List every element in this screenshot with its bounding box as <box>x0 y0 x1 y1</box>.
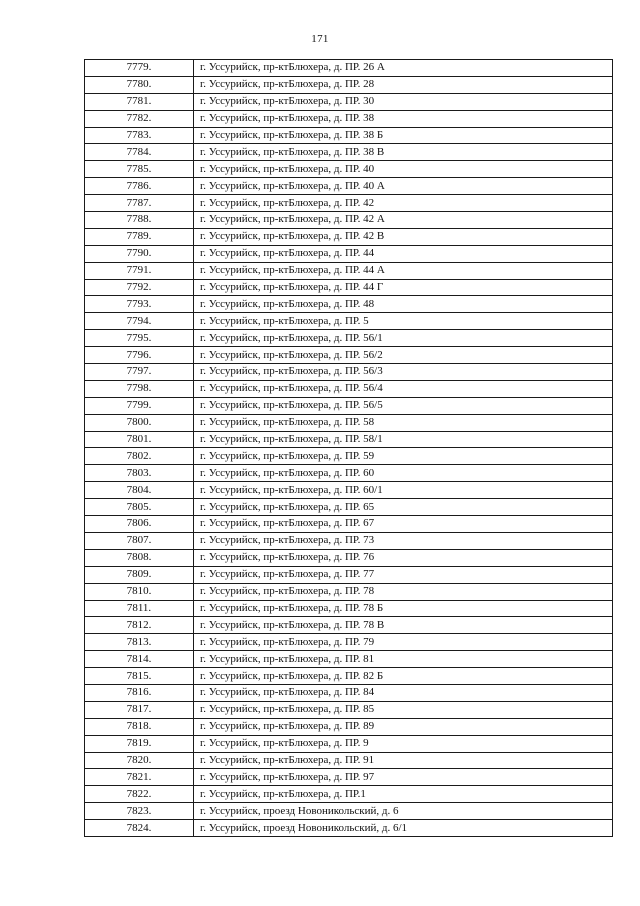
row-address: г. Уссурийск, пр-ктБлюхера, д. ПР. 28 <box>194 76 613 93</box>
row-number: 7794. <box>85 313 194 330</box>
table-row <box>85 178 613 195</box>
row-address: г. Уссурийск, пр-ктБлюхера, д. ПР. 56/5 <box>194 397 613 414</box>
table-row <box>85 364 613 381</box>
row-address: г. Уссурийск, пр-ктБлюхера, д. ПР. 38 Б <box>194 127 613 144</box>
table-row <box>85 195 613 212</box>
row-number: 7793. <box>85 296 194 313</box>
row-address: г. Уссурийск, пр-ктБлюхера, д. ПР. 42 А <box>194 212 613 229</box>
row-address: г. Уссурийск, пр-ктБлюхера, д. ПР. 44 <box>194 245 613 262</box>
row-number: 7800. <box>85 414 194 431</box>
row-number: 7806. <box>85 516 194 533</box>
table-row <box>85 499 613 516</box>
table-row <box>85 330 613 347</box>
row-number: 7782. <box>85 110 194 127</box>
table-row <box>85 76 613 93</box>
row-number: 7801. <box>85 431 194 448</box>
table-row <box>85 228 613 245</box>
row-number: 7804. <box>85 482 194 499</box>
table-row <box>85 583 613 600</box>
row-address: г. Уссурийск, пр-ктБлюхера, д. ПР. 59 <box>194 448 613 465</box>
table-row <box>85 212 613 229</box>
row-number: 7815. <box>85 668 194 685</box>
row-address: г. Уссурийск, пр-ктБлюхера, д. ПР. 85 <box>194 701 613 718</box>
table-row <box>85 803 613 820</box>
row-number: 7823. <box>85 803 194 820</box>
table-row <box>85 93 613 110</box>
row-address: г. Уссурийск, пр-ктБлюхера, д. ПР. 9 <box>194 735 613 752</box>
table-row <box>85 701 613 718</box>
row-number: 7810. <box>85 583 194 600</box>
row-address: г. Уссурийск, пр-ктБлюхера, д. ПР. 67 <box>194 516 613 533</box>
row-number: 7808. <box>85 549 194 566</box>
row-number: 7792. <box>85 279 194 296</box>
row-address: г. Уссурийск, пр-ктБлюхера, д. ПР. 56/4 <box>194 380 613 397</box>
row-number: 7799. <box>85 397 194 414</box>
row-address: г. Уссурийск, пр-ктБлюхера, д. ПР. 38 В <box>194 144 613 161</box>
row-number: 7812. <box>85 617 194 634</box>
row-number: 7797. <box>85 364 194 381</box>
table-row <box>85 820 613 837</box>
row-number: 7805. <box>85 499 194 516</box>
table-row <box>85 516 613 533</box>
row-address: г. Уссурийск, пр-ктБлюхера, д. ПР. 76 <box>194 549 613 566</box>
row-address: г. Уссурийск, пр-ктБлюхера, д. ПР. 44 Г <box>194 279 613 296</box>
table-row <box>85 245 613 262</box>
row-number: 7795. <box>85 330 194 347</box>
row-number: 7822. <box>85 786 194 803</box>
row-number: 7785. <box>85 161 194 178</box>
row-number: 7802. <box>85 448 194 465</box>
row-address: г. Уссурийск, пр-ктБлюхера, д. ПР. 82 Б <box>194 668 613 685</box>
address-table-body <box>85 60 613 837</box>
table-row <box>85 668 613 685</box>
row-address: г. Уссурийск, пр-ктБлюхера, д. ПР. 30 <box>194 93 613 110</box>
table-row <box>85 397 613 414</box>
row-address: г. Уссурийск, пр-ктБлюхера, д. ПР. 26 А <box>194 60 613 77</box>
table-row <box>85 60 613 77</box>
row-address: г. Уссурийск, пр-ктБлюхера, д. ПР. 97 <box>194 769 613 786</box>
page-number: 171 <box>311 33 329 45</box>
row-number: 7779. <box>85 60 194 77</box>
row-address: г. Уссурийск, пр-ктБлюхера, д. ПР. 89 <box>194 718 613 735</box>
table-row <box>85 566 613 583</box>
row-address: г. Уссурийск, пр-ктБлюхера, д. ПР. 5 <box>194 313 613 330</box>
row-address: г. Уссурийск, проезд Новоникольский, д. 6 <box>194 803 613 820</box>
row-address: г. Уссурийск, пр-ктБлюхера, д. ПР. 40 А <box>194 178 613 195</box>
table-row <box>85 144 613 161</box>
row-address: г. Уссурийск, пр-ктБлюхера, д. ПР. 77 <box>194 566 613 583</box>
row-address: г. Уссурийск, пр-ктБлюхера, д. ПР. 78 Б <box>194 600 613 617</box>
table-row <box>85 786 613 803</box>
row-address: г. Уссурийск, пр-ктБлюхера, д. ПР. 84 <box>194 684 613 701</box>
table-row <box>85 431 613 448</box>
table-row <box>85 279 613 296</box>
table-row <box>85 769 613 786</box>
row-address: г. Уссурийск, пр-ктБлюхера, д. ПР. 56/2 <box>194 347 613 364</box>
row-number: 7814. <box>85 651 194 668</box>
table-row <box>85 347 613 364</box>
row-number: 7781. <box>85 93 194 110</box>
row-number: 7820. <box>85 752 194 769</box>
row-number: 7824. <box>85 820 194 837</box>
row-number: 7783. <box>85 127 194 144</box>
table-row <box>85 161 613 178</box>
row-address: г. Уссурийск, пр-ктБлюхера, д. ПР. 48 <box>194 296 613 313</box>
row-number: 7789. <box>85 228 194 245</box>
table-row <box>85 110 613 127</box>
table-row <box>85 262 613 279</box>
row-number: 7798. <box>85 380 194 397</box>
row-address: г. Уссурийск, пр-ктБлюхера, д. ПР. 42 В <box>194 228 613 245</box>
row-number: 7790. <box>85 245 194 262</box>
table-row <box>85 617 613 634</box>
table-row <box>85 600 613 617</box>
row-address: г. Уссурийск, пр-ктБлюхера, д. ПР. 91 <box>194 752 613 769</box>
row-address: г. Уссурийск, пр-ктБлюхера, д. ПР. 58 <box>194 414 613 431</box>
row-number: 7786. <box>85 178 194 195</box>
row-number: 7796. <box>85 347 194 364</box>
row-number: 7818. <box>85 718 194 735</box>
row-number: 7780. <box>85 76 194 93</box>
table-row <box>85 414 613 431</box>
row-address: г. Уссурийск, пр-ктБлюхера, д. ПР. 73 <box>194 532 613 549</box>
table-row <box>85 482 613 499</box>
table-row <box>85 127 613 144</box>
row-address: г. Уссурийск, пр-ктБлюхера, д. ПР. 40 <box>194 161 613 178</box>
address-table <box>84 59 613 837</box>
row-number: 7811. <box>85 600 194 617</box>
table-row <box>85 651 613 668</box>
table-row <box>85 735 613 752</box>
row-number: 7803. <box>85 465 194 482</box>
table-row <box>85 465 613 482</box>
row-number: 7784. <box>85 144 194 161</box>
row-number: 7816. <box>85 684 194 701</box>
row-number: 7788. <box>85 212 194 229</box>
row-address: г. Уссурийск, пр-ктБлюхера, д. ПР.1 <box>194 786 613 803</box>
row-address: г. Уссурийск, проезд Новоникольский, д. 6/1 <box>194 820 613 837</box>
row-number: 7787. <box>85 195 194 212</box>
table-row <box>85 549 613 566</box>
table-row <box>85 448 613 465</box>
row-number: 7791. <box>85 262 194 279</box>
row-address: г. Уссурийск, пр-ктБлюхера, д. ПР. 56/3 <box>194 364 613 381</box>
table-row <box>85 380 613 397</box>
row-number: 7817. <box>85 701 194 718</box>
table-row <box>85 532 613 549</box>
row-address: г. Уссурийск, пр-ктБлюхера, д. ПР. 38 <box>194 110 613 127</box>
row-address: г. Уссурийск, пр-ктБлюхера, д. ПР. 78 <box>194 583 613 600</box>
row-number: 7821. <box>85 769 194 786</box>
table-row <box>85 634 613 651</box>
table-row <box>85 752 613 769</box>
row-address: г. Уссурийск, пр-ктБлюхера, д. ПР. 58/1 <box>194 431 613 448</box>
row-number: 7813. <box>85 634 194 651</box>
row-address: г. Уссурийск, пр-ктБлюхера, д. ПР. 79 <box>194 634 613 651</box>
row-address: г. Уссурийск, пр-ктБлюхера, д. ПР. 42 <box>194 195 613 212</box>
row-address: г. Уссурийск, пр-ктБлюхера, д. ПР. 65 <box>194 499 613 516</box>
row-number: 7819. <box>85 735 194 752</box>
row-number: 7807. <box>85 532 194 549</box>
table-row <box>85 684 613 701</box>
table-row <box>85 313 613 330</box>
row-address: г. Уссурийск, пр-ктБлюхера, д. ПР. 60 <box>194 465 613 482</box>
row-address: г. Уссурийск, пр-ктБлюхера, д. ПР. 81 <box>194 651 613 668</box>
row-number: 7809. <box>85 566 194 583</box>
table-row <box>85 718 613 735</box>
table-row <box>85 296 613 313</box>
row-address: г. Уссурийск, пр-ктБлюхера, д. ПР. 60/1 <box>194 482 613 499</box>
row-address: г. Уссурийск, пр-ктБлюхера, д. ПР. 78 В <box>194 617 613 634</box>
row-address: г. Уссурийск, пр-ктБлюхера, д. ПР. 44 А <box>194 262 613 279</box>
row-address: г. Уссурийск, пр-ктБлюхера, д. ПР. 56/1 <box>194 330 613 347</box>
